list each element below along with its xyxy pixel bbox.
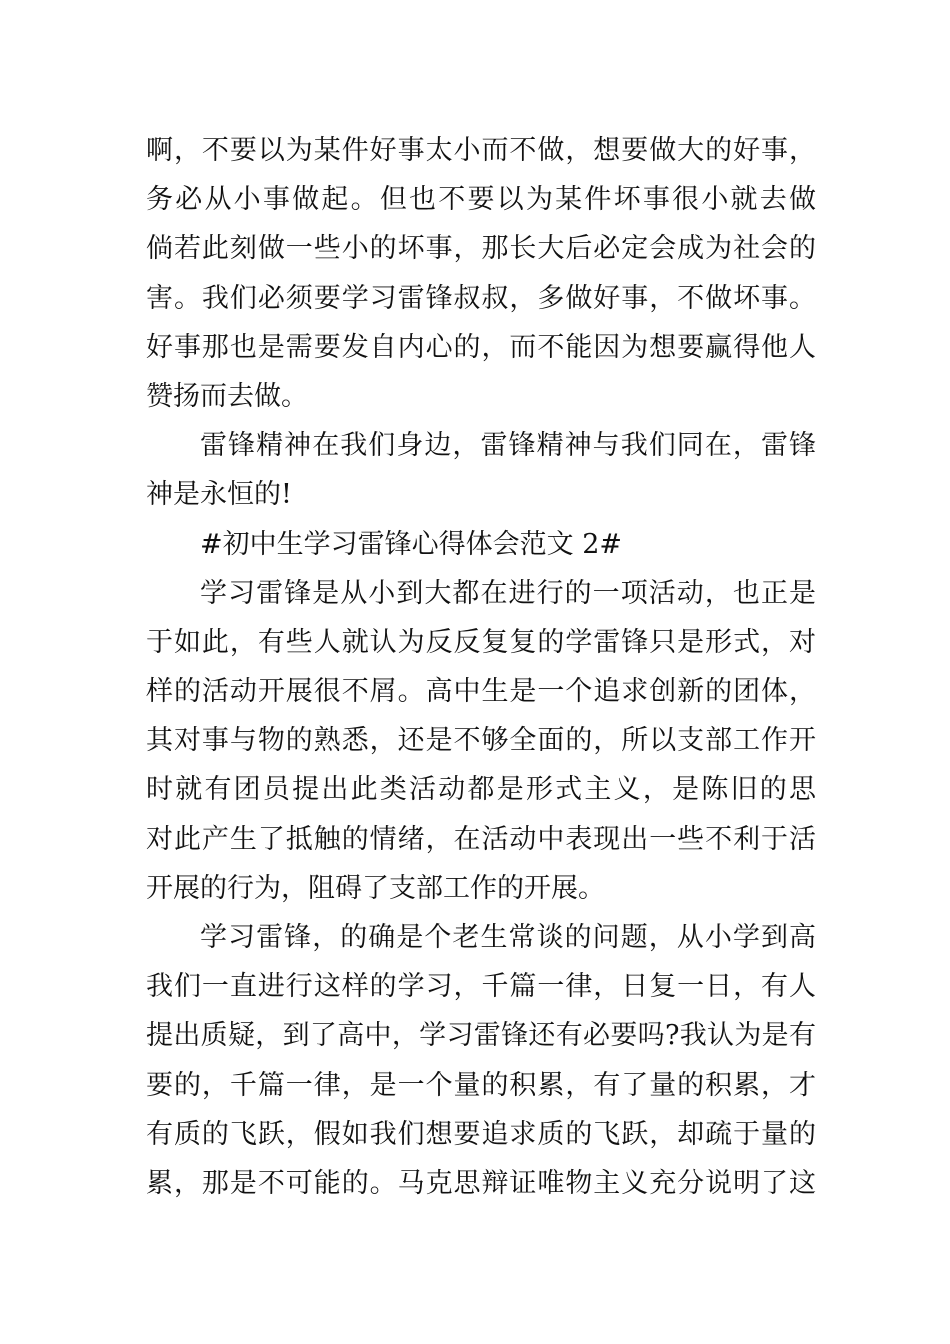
document-body bbox=[146, 126, 816, 1208]
text-line: 于如此，有些人就认为反反复复的学雷锋只是形式，对 bbox=[146, 626, 816, 658]
text-line: 啊，不要以为某件好事太小而不做，想要做大的好事， bbox=[146, 135, 816, 166]
text-line: 要的，千篇一律，是一个量的积累，有了量的积累，才 bbox=[146, 1069, 816, 1101]
text-line: 开展的行为，阻碍了支部工作的开展。 bbox=[146, 872, 605, 904]
text-line: 害。我们必须要学习雷锋叔叔，多做好事，不做坏事。 bbox=[146, 282, 816, 314]
text-line: 雷锋精神在我们身边，雷锋精神与我们同在，雷锋 bbox=[200, 430, 816, 462]
text-line: 好事那也是需要发自内心的，而不能因为想要赢得他人 bbox=[146, 331, 816, 363]
text-line: 样的活动开展很不屑。高中生是一个追求创新的团体， bbox=[146, 676, 816, 708]
text-line: 倘若此刻做一些小的坏事，那长大后必定会成为社会的 bbox=[146, 233, 816, 265]
text-line: 对此产生了抵触的情绪，在活动中表现出一些不利于活 bbox=[146, 823, 816, 855]
heading-line: #初中生学习雷锋心得体会范文 2# bbox=[200, 528, 623, 560]
text-line: 有质的飞跃，假如我们想要追求质的飞跃，却疏于量的 bbox=[146, 1118, 816, 1150]
text-line: 时就有团员提出此类活动都是形式主义，是陈旧的思 bbox=[146, 774, 816, 806]
text-line: 累，那是不可能的。马克思辩证唯物主义充分说明了这 bbox=[146, 1167, 816, 1199]
text-line: 我们一直进行这样的学习，千篇一律，日复一日，有人 bbox=[146, 971, 816, 1003]
text-line: 其对事与物的熟悉，还是不够全面的，所以支部工作开 bbox=[146, 725, 816, 757]
text-line: 神是永恒的! bbox=[146, 479, 292, 511]
section-heading bbox=[146, 520, 816, 569]
paragraph-1 bbox=[146, 126, 816, 421]
text-line: 提出质疑，到了高中，学习雷锋还有必要吗?我认为是有 bbox=[146, 1020, 816, 1052]
text-line: 学习雷锋，的确是个老生常谈的问题，从小学到高 bbox=[200, 922, 816, 953]
paragraph-3 bbox=[146, 569, 816, 913]
paragraph-2 bbox=[146, 421, 816, 519]
paragraph-4 bbox=[146, 913, 816, 1208]
text-line: 务必从小事做起。但也不要以为某件坏事很小就去做 bbox=[146, 184, 816, 216]
text-line: 学习雷锋是从小到大都在进行的一项活动，也正是 bbox=[200, 577, 816, 609]
text-line: 赞扬而去做。 bbox=[146, 380, 308, 412]
